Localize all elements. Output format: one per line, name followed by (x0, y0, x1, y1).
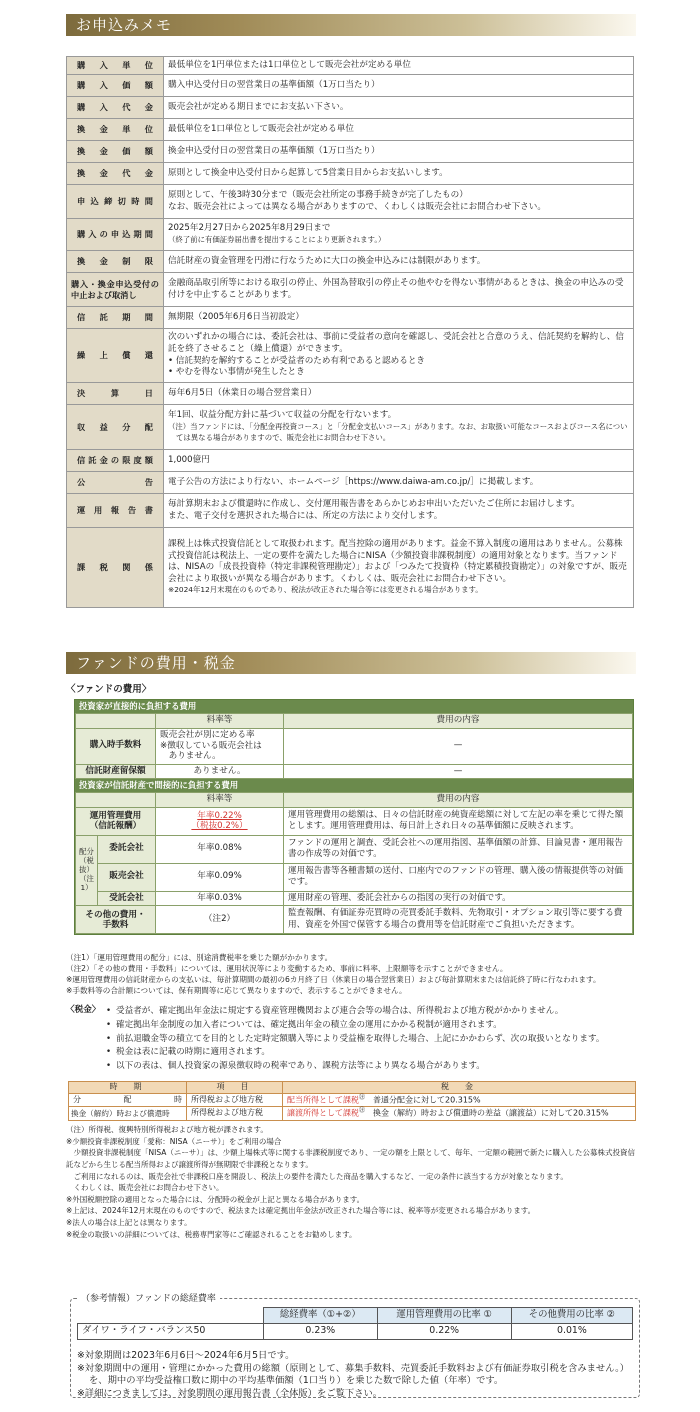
alloc-trustee-rate: 年率0.03% (156, 891, 284, 906)
reserve-label: 信託財産留保額 (76, 764, 156, 779)
reference-box (70, 1294, 640, 1399)
rate-col-header-2: 料率等 (156, 793, 284, 808)
tax-timing: 分 配 時 (69, 1094, 187, 1107)
tax-item: • 前払退職金等の積立てを目的とした定時定額購入等により受益権を取得した場合、上記にかかわらず、次の取扱いとなります。 (106, 1033, 646, 1047)
memo-row (67, 494, 634, 528)
memo-note: ※2024年12月末現在のものであり、税法が改正された場合等には変更される場合があります。 (168, 585, 483, 595)
alloc-trustor-content: ファンドの運用と調査、受託会社への運用指図、基準価額の計算、目論見書・運用報告書の作成等の対価です。 (284, 835, 633, 863)
memo-key: 繰上償還 (67, 329, 164, 383)
tax-rate: 普通分配金に対して20.315% (373, 1095, 481, 1105)
reference-caption: （参考情報）ファンドの総経費率 (77, 1293, 220, 1305)
memo-row (67, 307, 634, 329)
memo-row (67, 528, 634, 608)
alloc-trustee-content: 運用財産の管理、委託会社からの指図の実行の対価です。 (284, 891, 633, 906)
rate-col-header: 料率等 (156, 714, 284, 729)
application-memo-table (66, 56, 634, 608)
memo-value: 金融商品取引所等における取引の停止、外国為替取引の停止その他やむを得ない事情があるときは、換金の申込みの受付けを中止することがあります。 (168, 277, 624, 300)
tax-item-type: 所得税および地方税 (187, 1094, 283, 1107)
memo-value: 毎計算期末および償還時に作成し、交付運用報告書をあらかじめお申出いただいたご住所にお届けします。 また、電子交付を選択された場合には、所定の方法により交付します。 (168, 498, 580, 521)
memo-key: 換金代金 (67, 163, 164, 185)
direct-cost-header: 投資家が直接的に負担する費用 (79, 701, 197, 711)
memo-row (67, 273, 634, 307)
memo-value: 信託財産の資金管理を円滑に行なうために大口の換金申込みには制限があります。 (168, 255, 486, 266)
reserve-content: — (284, 764, 633, 779)
memo-row (67, 450, 634, 472)
memo-row (67, 251, 634, 273)
memo-key: 課税関係 (67, 528, 164, 608)
purchase-fee-rate: 販売会社が別に定める率 ※徴収している販売会社は ありません。 (156, 728, 284, 764)
reference-notes: ※対象期間は2023年6月6日～2024年6月5日です。 ※対象期間中の運用・管理にかかった費用の総額（原則として、募集手数料、売買委託手数料および有価証券取引税を含みません。）を、期中の平均受益権口数に期中の平均基準価額（1口当り）を乗じた数で除した値（年率）です。 ※詳細につきましては、対象期間の運用報告書（全体版）をご覧下さい。 (77, 1350, 630, 1399)
memo-key: 購入代金 (67, 97, 164, 119)
fee-heading: 〈ファンドの費用〉 (66, 684, 152, 695)
purchase-fee-label: 購入時手数料 (76, 728, 156, 764)
memo-row (67, 472, 634, 494)
alloc-distributor-rate: 年率0.09% (156, 863, 284, 891)
tax-section (66, 1005, 646, 1074)
content-col-header-2: 費用の内容 (284, 793, 633, 808)
memo-key: 換金単位 (67, 119, 164, 141)
memo-row (67, 405, 634, 450)
memo-row (67, 329, 634, 383)
memo-value: 1,000億円 (168, 454, 210, 465)
fee-table (74, 699, 634, 935)
memo-value: 換金申込受付日の翌営業日の基準価額（1万口当たり） (168, 145, 380, 156)
memo-note: （終了前に有価証券届出書を提出することにより更新されます。） (168, 234, 386, 244)
tax-timing: 換金（解約）時および償還時 (69, 1107, 187, 1120)
tax-table: 時 期 項 目 税 金 分 配 時 所得税および地方税 配当所得として課税㊟ 普通分配金に対して20.315% 換金（解約）時および償還時 所得税および地方税 譲渡所得として課税㊟ 換金（解約）時および償還時の差益（譲渡益）に対して20.315% (68, 1081, 636, 1121)
memo-key: 公告 (67, 472, 164, 494)
alloc-distributor-label: 販売会社 (98, 863, 156, 891)
mgmt-fee-content: 運用管理費用の総額は、日々の信託財産の純資産総額に対して左記の率を乗じて得た額とします。運用管理費用は、毎日計上され日々の基準価額に反映されます。 (284, 807, 633, 835)
expense-ratio-table: 総経費率（①+②） 運用管理費用の比率 ① その他費用の比率 ② ダイワ・ライフ・バランス50 0.23% 0.22% 0.01% (77, 1307, 633, 1340)
reserve-rate: ありません。 (156, 764, 284, 779)
memo-value: 課税上は株式投資信託として取扱われます。配当控除の適用があります。益金不算入制度の適用はありません。公募株式投資信託は税法上、一定の要件を満たした場合にNISA（少額投資非課税制度）の適用対象となります。当ファンドは、NISAの「成長投資枠（特定非課税管理勘定）」および「つみたて投資枠（特定累積投資勘定）」の対象ですが、販売会社により取扱いが異なる場合があります。くわしくは、販売会社にお問合わせ下さい。 (168, 538, 627, 584)
tax-category: 譲渡所得として課税 (287, 1109, 359, 1119)
alloc-trustee-label: 受託会社 (98, 891, 156, 906)
other-fee-rate: （注2） (156, 906, 284, 934)
other-fee-label: その他の費用・ 手数料 (76, 906, 156, 934)
memo-row (67, 119, 634, 141)
memo-row (67, 185, 634, 219)
tax-label: 〈税金〉 (66, 1005, 101, 1015)
memo-key: 収益分配 (67, 405, 164, 450)
memo-key: 換金制限 (67, 251, 164, 273)
tax-rate: 換金（解約）時および償還時の差益（譲渡益）に対して20.315% (373, 1109, 609, 1119)
memo-key: 信託金の限度額 (67, 450, 164, 472)
indirect-cost-header: 投資家が信託財産で間接的に負担する費用 (79, 780, 239, 791)
tax-item: • 受益者が、確定拠出年金法に規定する資産管理機関および連合会等の場合は、所得税および地方税がかかりません。 (106, 1005, 646, 1019)
memo-section-title: お申込みメモ (66, 14, 636, 36)
memo-row (67, 383, 634, 405)
purchase-fee-content: — (284, 728, 633, 764)
tax-notes: （注）所得税、復興特別所得税および地方税が課されます。 ※少額投資非課税制度「愛称：NISA（ニーサ）」をご利用の場合 少額投資非課税制度「NISA（ニーサ）」は、少額上場株式等に関する非課税制度であり、一定の額を上限として、毎年、一定額の範囲で新たに購入した公募株式投資信託などから生じる配当所得および譲渡所得が無期限で非課税となります。 ご利用になれるのは、販売会社で非課税口座を開設し、税法上の要件を満たした商品を購入するなど、一定の条件に該当する方が対象となります。 くわしくは、販売会社にお問合わせ下さい。 ※外国税額控除の適用となった場合には、分配時の税金が上記と異なる場合があります。 ※上記は、2024年12月末現在のものですので、税法または確定拠出年金法が改正された場合等には、税率等が変更される場合があります。 ※法人の場合は上記とは異なります。 ※税金の取扱いの詳細については、税務専門家等にご確認されることをお勧めします。 (66, 1125, 635, 1239)
memo-value: 次のいずれかの場合には、委託会社は、事前に受益者の意向を確認し、受託会社と合意のうえ、信託契約を解約し、信託を終了させること（繰上償還）ができます。 • 信託契約を解約することが受益者のため有利であると認めるとき • やむを得ない事情が発生したとき (168, 332, 624, 378)
memo-value: 無期限（2005年6月6日当初設定） (168, 311, 304, 322)
memo-value: 購入申込受付日の翌営業日の基準価額（1万口当たり） (168, 79, 380, 90)
mgmt-fee-rate: 年率0.22% （税抜0.2%） (156, 807, 284, 835)
tax-category: 配当所得として課税 (287, 1095, 359, 1105)
tax-item-type: 所得税および地方税 (187, 1107, 283, 1120)
memo-key: 信託期間 (67, 307, 164, 329)
memo-row (67, 163, 634, 185)
memo-key: 運用報告書 (67, 494, 164, 528)
memo-row (67, 75, 634, 97)
memo-value: 原則として、午後3時30分まで（販売会社所定の事務手続きが完了したもの） なお、販売会社によっては異なる場合がありますので、くわしくは販売会社にお問合わせ下さい。 (168, 189, 546, 212)
memo-value: 2025年2月27日から2025年8月29日まで (168, 223, 331, 234)
memo-row (67, 57, 634, 75)
memo-value: 販売会社が定める期日までにお支払い下さい。 (168, 101, 349, 112)
alloc-trustor-label: 委託会社 (98, 835, 156, 863)
content-col-header: 費用の内容 (284, 714, 633, 729)
other-fee-content: 監査報酬、有価証券売買時の売買委託手数料、先物取引・オプション取引等に要する費用、資産を外国で保管する場合の費用等を信託財産でご負担いただきます。 (284, 906, 633, 934)
fee-notes: （注1）「運用管理費用の配分」には、別途消費税率を乗じた額がかかります。 （注2）「その他の費用・手数料」については、運用状況等により変動するため、事前に料率、上限額等を示すことができません。 ※運用管理費用の信託財産からの支払いは、毎計算期間の最初の6カ月終了日（休業日の場合翌営業日）および毎計算期末または信託終了時に行なわれます。 ※手数料等の合計額については、保有期間等に応じて異なりますので、表示することができません。 (66, 953, 601, 995)
memo-row (67, 141, 634, 163)
tax-item: • 税金は表に記載の時期に適用されます。 (106, 1046, 646, 1060)
memo-key: 購入・換金申込受付の中止および取消し (67, 273, 164, 307)
memo-value: 最低単位を1円単位または1口単位として販売会社が定める単位 (168, 59, 411, 70)
memo-value: 最低単位を1口単位として販売会社が定める単位 (168, 123, 354, 134)
memo-key: 購入の申込期間 (67, 219, 164, 251)
memo-value: 原則として換金申込受付日から起算して5営業日目からお支払いします。 (168, 167, 448, 178)
memo-key: 購入単位 (67, 57, 164, 75)
memo-value: 電子公告の方法により行ない、ホームページ［https://www.daiwa-am.co.jp/］に掲載します。 (168, 476, 539, 487)
memo-note: （注）当ファンドには、「分配金再投資コース」と「分配金支払いコース」があります。なお、お取扱い可能なコースおよびコース名については異なる場合がありますので、販売会社にお問合わせ下さい。 (168, 422, 628, 442)
mgmt-fee-label: 運用管理費用 （信託報酬） (76, 807, 156, 835)
alloc-trustor-rate: 年率0.08% (156, 835, 284, 863)
alloc-distributor-content: 運用報告書等各種書類の送付、口座内でのファンドの管理、購入後の情報提供等の対価です。 (284, 863, 633, 891)
memo-value: 年1回、収益分配方針に基づいて収益の分配を行ないます。 (168, 410, 397, 421)
fund-name: ダイワ・ライフ・バランス50 (78, 1324, 264, 1340)
memo-row (67, 219, 634, 251)
memo-value: 毎年6月5日（休業日の場合翌営業日） (168, 387, 317, 398)
memo-key: 申込締切時間 (67, 185, 164, 219)
tax-item: • 確定拠出年金制度の加入者については、確定拠出年金の積立金の運用にかかる税制が適用されます。 (106, 1019, 646, 1033)
allocation-label: 配分 （税抜） （注1） (76, 835, 98, 906)
memo-key: 購入価額 (67, 75, 164, 97)
memo-key: 換金価額 (67, 141, 164, 163)
fee-section-title: ファンドの費用・税金 (66, 652, 636, 674)
memo-row (67, 97, 634, 119)
tax-item: • 以下の表は、個人投資家の源泉徴収時の税率であり、課税方法等により異なる場合があります。 (106, 1060, 646, 1074)
memo-key: 決算日 (67, 383, 164, 405)
